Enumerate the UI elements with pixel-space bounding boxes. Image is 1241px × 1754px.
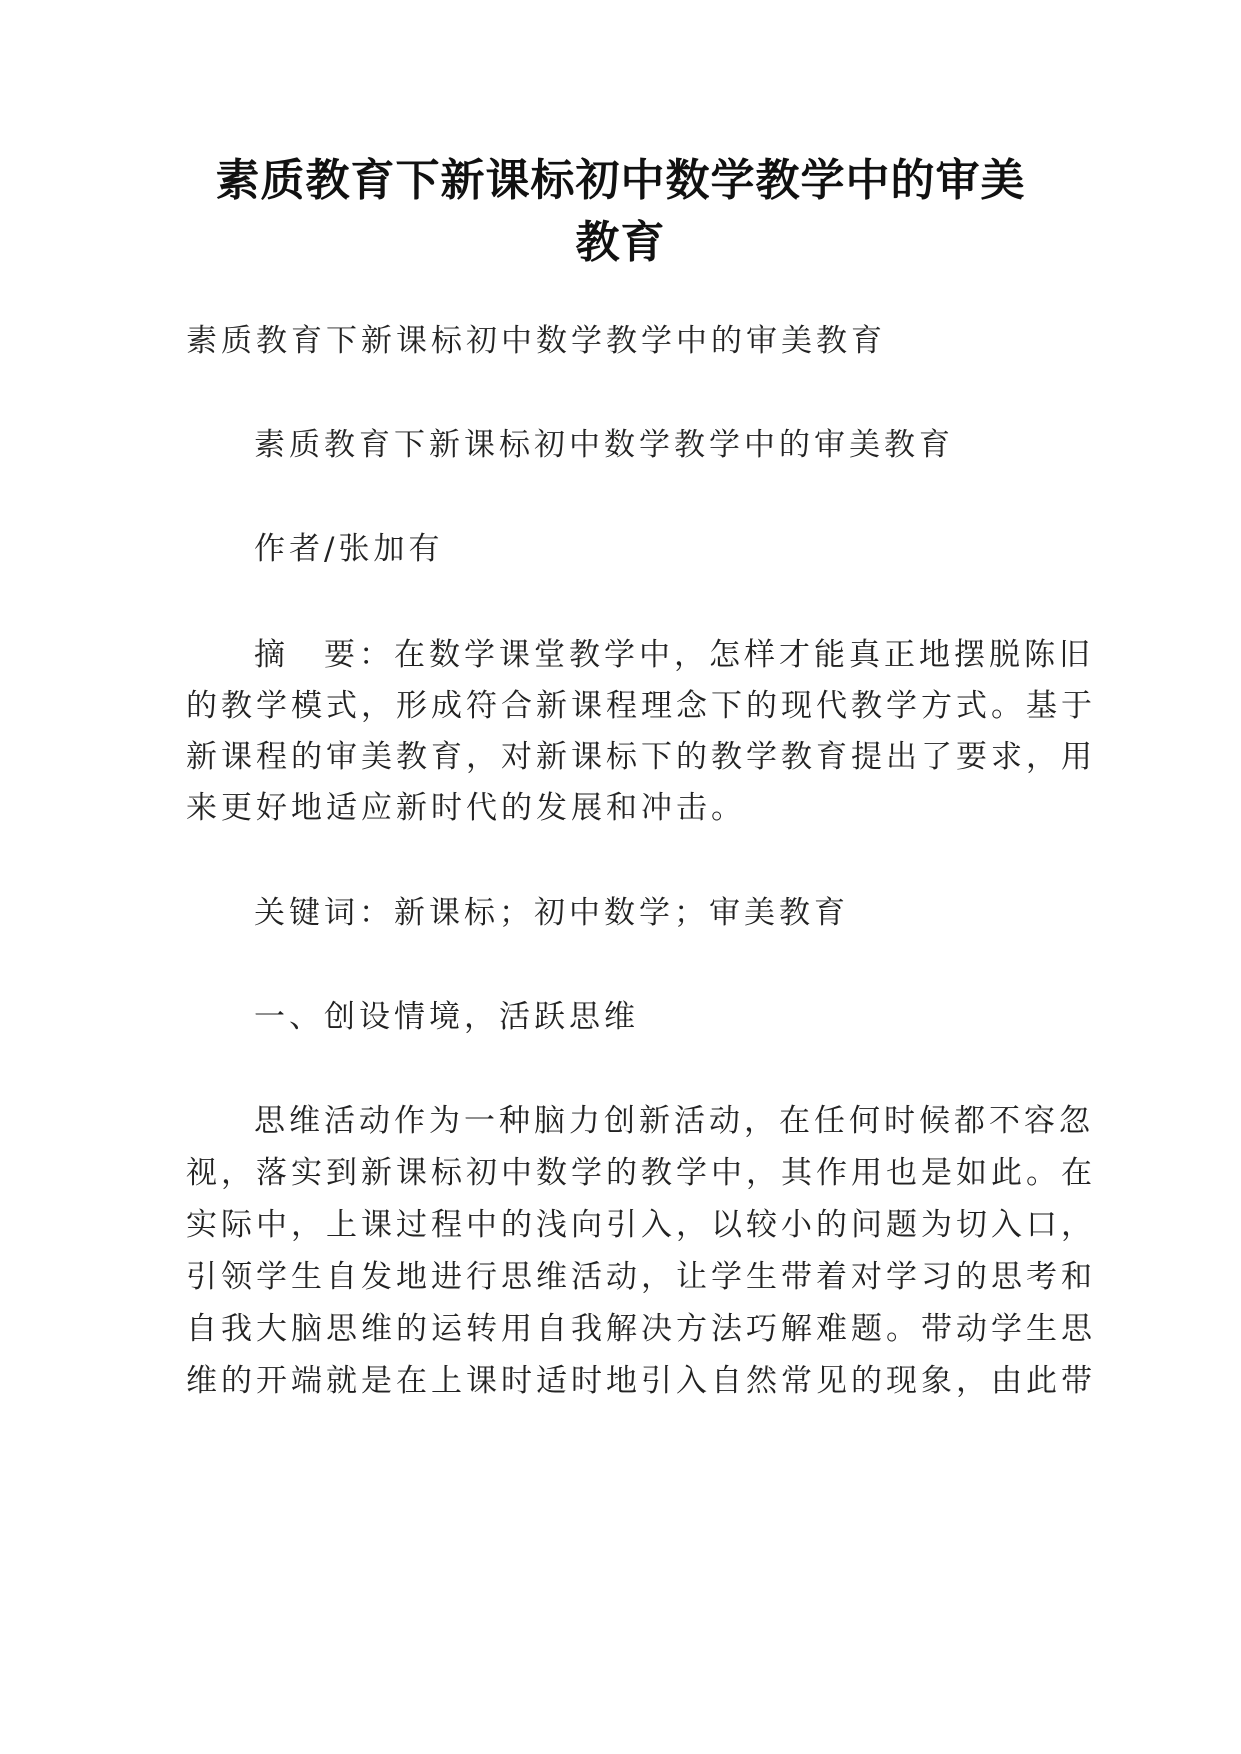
author-line: 作者/张加有 — [254, 531, 444, 567]
title-line-2: 教育 — [575, 217, 666, 268]
heading-repeat: 素质教育下新课标初中数学教学中的审美教育 — [254, 427, 954, 463]
section-heading: 一、创设情境，活跃思维 — [254, 999, 639, 1035]
paragraph-line: 视，落实到新课标初中数学的教学中，其作用也是如此。在 — [186, 1155, 1096, 1191]
title-line-1: 素质教育下新课标初中数学教学中的审美 — [215, 155, 1026, 206]
paragraph-line: 自我大脑思维的运转用自我解决方法巧解难题。带动学生思 — [186, 1311, 1096, 1347]
keywords-line: 关键词：新课标；初中数学；审美教育 — [254, 895, 849, 931]
abstract-line: 新课程的审美教育，对新课标下的教学教育提出了要求，用 — [186, 739, 1096, 775]
abstract-line: 的教学模式，形成符合新课程理念下的现代教学方式。基于 — [186, 688, 1096, 724]
paragraph-line: 思维活动作为一种脑力创新活动，在任何时候都不容忽 — [254, 1103, 1094, 1139]
abstract-line: 来更好地适应新时代的发展和冲击。 — [186, 790, 746, 826]
paragraph-line: 引领学生自发地进行思维活动，让学生带着对学习的思考和 — [186, 1259, 1096, 1295]
paragraph-line: 维的开端就是在上课时适时地引入自然常见的现象，由此带 — [186, 1363, 1096, 1399]
abstract-line: 摘 要：在数学课堂教学中，怎样才能真正地摆脱陈旧 — [254, 637, 1094, 673]
paragraph-line: 实际中，上课过程中的浅向引入，以较小的问题为切入口， — [186, 1207, 1096, 1243]
subtitle: 素质教育下新课标初中数学教学中的审美教育 — [186, 323, 886, 359]
document-title — [170, 150, 1071, 274]
